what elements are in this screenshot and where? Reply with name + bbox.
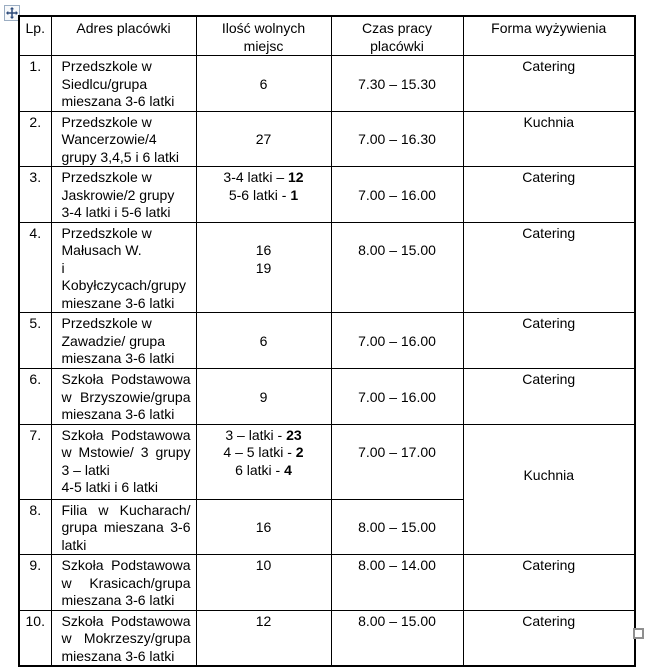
address-line: Wancerzowie/4 (61, 131, 157, 147)
cell-food[interactable] (463, 111, 635, 167)
address-line: Jaskrowie/2 grupy (61, 186, 175, 203)
cell-hours[interactable] (331, 111, 463, 167)
row-number: 10. (25, 612, 45, 629)
cell-vacancies[interactable] (196, 56, 331, 112)
cell-lp[interactable] (19, 111, 51, 167)
food-value: Kuchnia (523, 466, 575, 483)
cell-vacancies[interactable] (196, 167, 331, 223)
table-row (19, 111, 635, 167)
address-line: w Krasicach/grupa (61, 574, 191, 591)
header-label-lp: Lp. (25, 20, 45, 36)
cell-food[interactable] (463, 56, 635, 112)
cell-hours[interactable] (331, 555, 463, 611)
address-line: Szkoła Podstawowa (61, 557, 191, 573)
vacancies-line: 16 (255, 519, 272, 535)
cell-food[interactable] (463, 313, 635, 369)
cell-lp[interactable] (19, 424, 51, 499)
cell-vacancies[interactable] (196, 111, 331, 167)
table-row (19, 222, 635, 313)
food-value: Catering (522, 315, 576, 331)
vacancies-line: 3-4 latki – 12 (223, 169, 304, 185)
header-label-hours-line1: Czas pracy (361, 20, 433, 36)
vacancies-line: 27 (255, 131, 272, 147)
row-number: 9. (29, 557, 42, 573)
address-line: Szkoła Podstawowa (61, 426, 191, 443)
vacancies-line: 4 – 5 latki - 2 (223, 444, 304, 460)
address-line: mieszane 3-6 latki (61, 294, 175, 311)
address-line: Przedszkole w (61, 315, 152, 331)
address-line: w Brzyszowie/grupa (61, 388, 191, 405)
address-line: Przedszkole w (61, 58, 152, 74)
table-row (19, 610, 635, 666)
cell-vacancies[interactable] (196, 555, 331, 611)
cell-address[interactable] (51, 610, 196, 666)
vacancies-line: 5-6 latki - 1 (228, 186, 299, 203)
address-line: Przedszkole w (61, 224, 152, 241)
hours-value: 8.00 – 15.00 (358, 519, 436, 535)
vacancies-line: 6 (259, 332, 268, 349)
cell-hours[interactable] (331, 424, 463, 499)
hours-value: 8.00 – 15.00 (358, 612, 436, 629)
food-value: Catering (522, 169, 576, 185)
food-value: Catering (522, 224, 576, 241)
food-value: Catering (522, 58, 576, 74)
placements-table (18, 15, 636, 667)
address-line: 3-4 latki i 5-6 latki (61, 204, 171, 220)
cell-hours[interactable] (331, 610, 463, 666)
food-value: Catering (522, 612, 576, 629)
vacancies-line: 6 (259, 75, 268, 92)
header-cell-food[interactable] (463, 16, 635, 56)
cell-vacancies[interactable] (196, 313, 331, 369)
address-line: Szkoła Podstawowa (61, 612, 191, 629)
address-line: Przedszkole w (61, 169, 152, 185)
address-line: 3 – latki (61, 461, 110, 478)
vacancies-line: 16 (255, 242, 272, 258)
address-line: mieszana 3-6 latki (61, 647, 175, 664)
row-number: 8. (29, 501, 42, 518)
row-number: 4. (29, 224, 42, 241)
vacancies-line: 10 (255, 557, 272, 573)
cell-address[interactable] (51, 167, 196, 223)
header-label-food: Forma wyżywienia (491, 20, 607, 36)
header-label-hours-line2: placówki (370, 37, 424, 54)
address-line: 4-5 latki i 6 latki (61, 479, 158, 495)
address-line: Szkoła Podstawowa (61, 371, 191, 387)
address-line: Siedlcu/grupa (61, 75, 148, 92)
address-line: w Mstowie/ 3 grupy (61, 444, 191, 460)
cell-lp[interactable] (19, 369, 51, 425)
cell-hours[interactable] (331, 167, 463, 223)
cell-food[interactable] (463, 610, 635, 666)
vacancies-line: 12 (255, 612, 272, 629)
address-line: w Mokrzeszy/grupa (61, 630, 191, 646)
food-value: Kuchnia (523, 113, 575, 130)
table-row (19, 555, 635, 611)
cell-hours[interactable] (331, 222, 463, 313)
vacancies-line: 3 – latki - 23 (225, 426, 302, 443)
address-line: i Kobyłczycach/grupy (61, 259, 187, 293)
cell-hours[interactable] (331, 313, 463, 369)
cell-lp[interactable] (19, 610, 51, 666)
move-arrows-icon (6, 7, 18, 19)
row-number: 2. (29, 113, 42, 130)
cell-hours[interactable] (331, 499, 463, 555)
address-line: mieszana 3-6 latki (61, 350, 175, 366)
address-line: grupa mieszana 3-6 (61, 519, 191, 535)
food-value: Catering (522, 557, 576, 573)
cell-address[interactable] (51, 555, 196, 611)
vacancies-line: 9 (259, 388, 268, 405)
address-line: Małusach W. (61, 242, 142, 258)
cell-address[interactable] (51, 111, 196, 167)
vacancies-line: 19 (255, 259, 272, 276)
cell-lp[interactable] (19, 222, 51, 313)
cell-address[interactable] (51, 424, 196, 499)
row-number: 6. (29, 371, 42, 387)
header-cell-hours[interactable] (331, 16, 463, 56)
row-number: 7. (29, 426, 42, 443)
cell-vacancies[interactable] (196, 610, 331, 666)
cell-lp[interactable] (19, 555, 51, 611)
vacancies-line: 6 latki - 4 (235, 461, 292, 478)
hours-value: 7.00 – 16.00 (358, 388, 436, 405)
cell-food[interactable] (463, 167, 635, 223)
cell-food[interactable] (463, 424, 635, 555)
hours-value: 7.00 – 17.00 (358, 444, 436, 460)
header-label-address: Adres placówki (76, 20, 171, 36)
table-header-row (19, 16, 635, 56)
hours-value: 7.30 – 15.30 (358, 75, 436, 92)
hours-value: 7.00 – 16.00 (358, 332, 436, 349)
row-number: 5. (29, 315, 42, 331)
cell-address[interactable] (51, 499, 196, 555)
address-line: Zawadzie/ grupa (61, 332, 166, 349)
hours-value: 8.00 – 15.00 (358, 242, 436, 258)
table-row (19, 313, 635, 369)
hours-value: 7.00 – 16.00 (358, 186, 436, 203)
cell-address[interactable] (51, 56, 196, 112)
food-value: Catering (522, 371, 576, 387)
address-line: grupy 3,4,5 i 6 latki (61, 148, 180, 165)
table-row (19, 167, 635, 223)
header-cell-vacancies[interactable] (196, 16, 331, 56)
table-row (19, 424, 635, 499)
cell-vacancies[interactable] (196, 424, 331, 499)
address-line: mieszana 3-6 latki (61, 406, 175, 422)
cell-address[interactable] (51, 313, 196, 369)
hours-value: 7.00 – 16.30 (358, 131, 436, 147)
header-cell-address[interactable] (51, 16, 196, 56)
cell-lp[interactable] (19, 56, 51, 112)
header-label-vacancies-line2: miejsc (243, 37, 284, 54)
cell-vacancies[interactable] (196, 369, 331, 425)
row-number: 1. (29, 58, 42, 74)
cell-food[interactable] (463, 222, 635, 313)
cell-food[interactable] (463, 369, 635, 425)
cell-lp[interactable] (19, 499, 51, 555)
table-row (19, 369, 635, 425)
table-row (19, 56, 635, 112)
row-number: 3. (29, 169, 42, 185)
header-cell-lp[interactable] (19, 16, 51, 56)
cell-food[interactable] (463, 555, 635, 611)
hours-value: 8.00 – 14.00 (358, 557, 436, 573)
cell-vacancies[interactable] (196, 222, 331, 313)
header-label-vacancies-line1: Ilość wolnych (221, 20, 306, 36)
address-line: latki (61, 536, 87, 553)
cell-vacancies[interactable] (196, 499, 331, 555)
table-resize-handle[interactable] (633, 628, 644, 639)
address-line: Filia w Kucharach/ (61, 501, 191, 518)
address-line: mieszana 3-6 latki (61, 592, 175, 608)
cell-address[interactable] (51, 222, 196, 313)
address-line: mieszana 3-6 latki (61, 93, 175, 109)
cell-hours[interactable] (331, 56, 463, 112)
address-line: Przedszkole w (61, 113, 152, 130)
cell-address[interactable] (51, 369, 196, 425)
cell-hours[interactable] (331, 369, 463, 425)
cell-lp[interactable] (19, 313, 51, 369)
cell-lp[interactable] (19, 167, 51, 223)
